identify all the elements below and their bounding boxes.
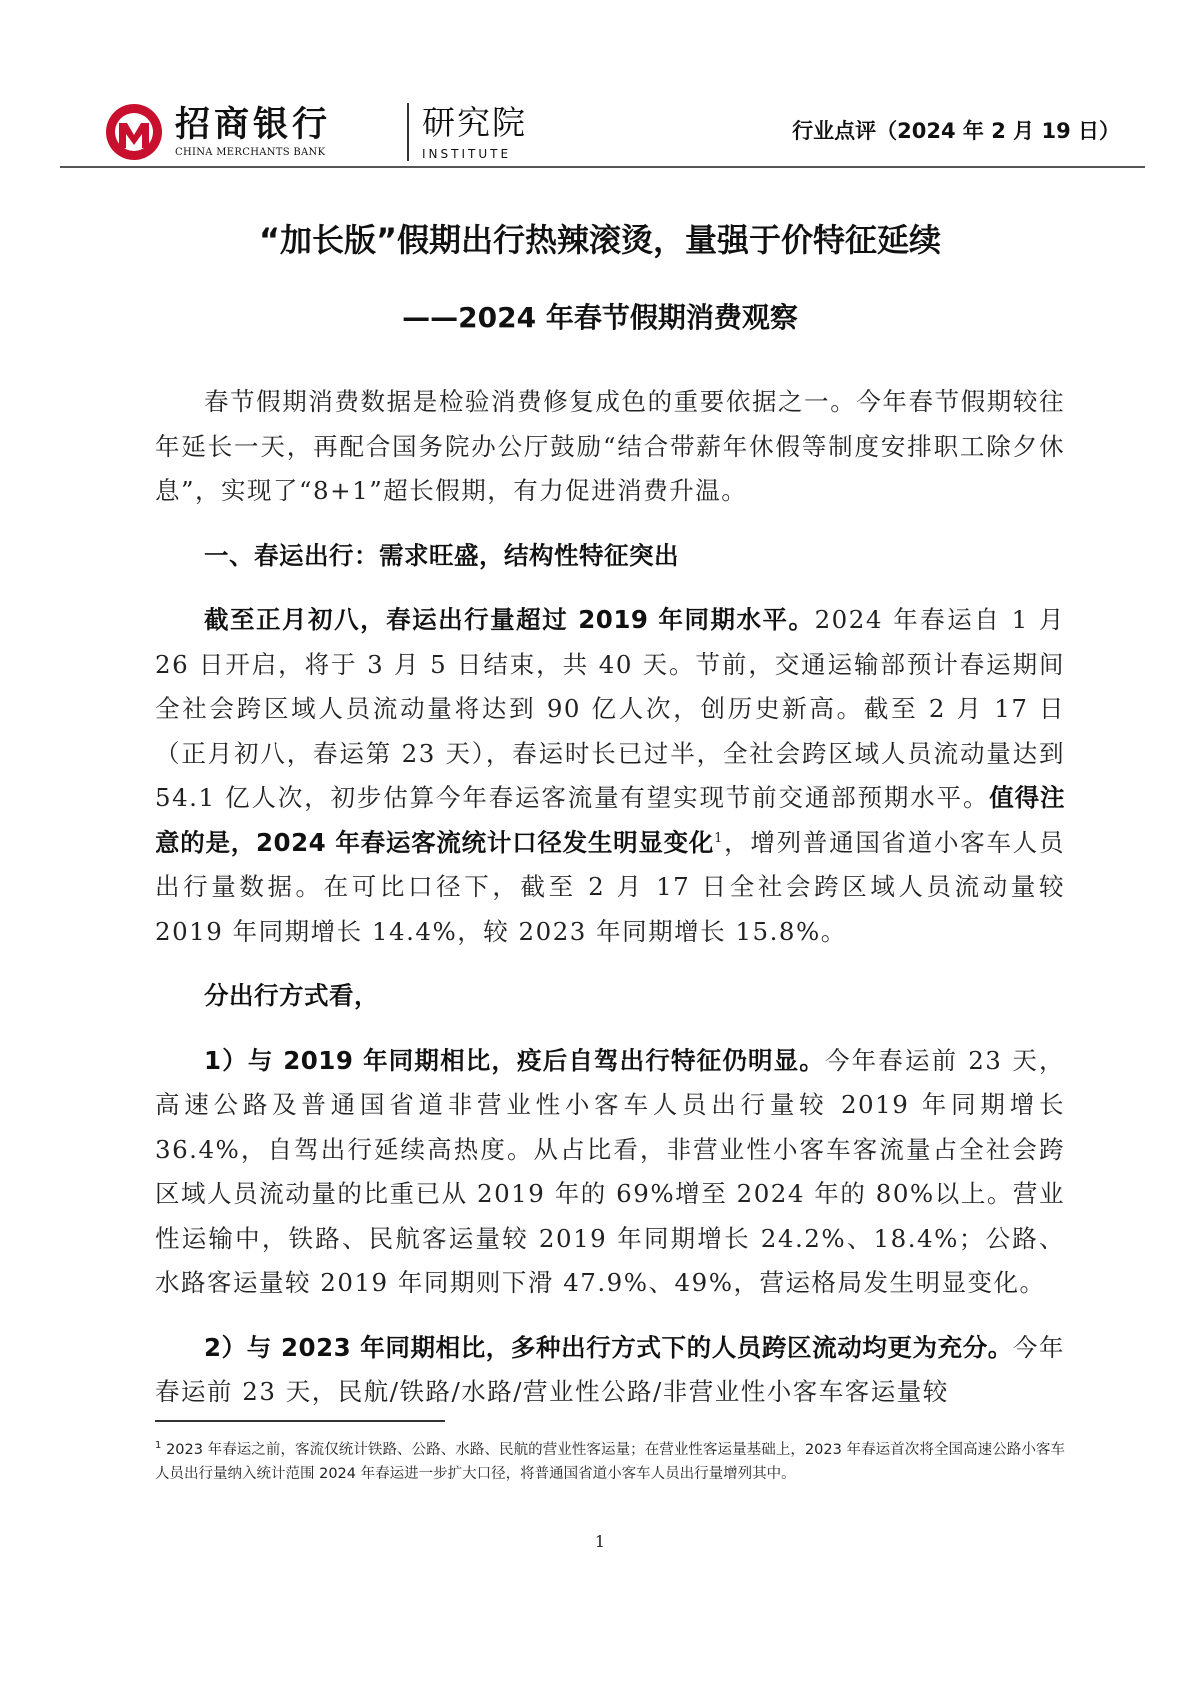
brand-name-en: CHINA MERCHANTS BANK xyxy=(175,147,326,158)
institute-name-cn: 研究院 xyxy=(422,103,527,142)
sub-heading: 分出行方式看， xyxy=(204,981,379,1010)
paragraph-text: 今年春运前 23 天，高速公路及普通国省道非营业性小客车人员出行量较 2019 年同期增长 36.4%，自驾出行延续高热度。从占比看，非营业性小客车客流量占全社会跨区域人员流动量的比重已从 2019 年的 69%增至 2024 年的 80%以上。营业性运输中，铁路、民航客运量较 2019 年同期增长 24.2%、18.4%；公路、水路客运量较 2019 年同期则下滑 47.9%、49%，营运格局发生明显变化。 xyxy=(155,1045,1065,1297)
bank-brand xyxy=(175,105,331,158)
article-body xyxy=(155,380,1065,1435)
section-heading: 一、春运出行：需求旺盛，结构性特征突出 xyxy=(204,540,679,570)
paragraph-lead: 截至正月初八，春运出行量超过 2019 年同期水平。 xyxy=(204,605,815,634)
brand-name-cn: 招商银行 xyxy=(175,105,332,145)
paragraph-lead: 2）与 2023 年同期相比，多种出行方式下的人员跨区流动均更为充分。 xyxy=(204,1332,1013,1362)
china-merchants-bank-logo-icon xyxy=(105,103,163,161)
page-number: 1 xyxy=(594,1532,606,1551)
header-divider xyxy=(60,166,1145,168)
document-type-date: 行业点评（2024 年 2 月 19 日） xyxy=(792,119,1120,143)
paragraph-lead: 1）与 2019 年同期相比，疫后自驾出行特征仍明显。 xyxy=(204,1045,825,1075)
paragraph-vs-2023 xyxy=(155,1326,1065,1415)
paragraph-spring-travel xyxy=(155,598,1065,954)
footnote-divider xyxy=(155,1420,445,1422)
page-subtitle: ——2024 年春节假期消费观察 xyxy=(402,301,798,334)
paragraph-text: ，增列普通国省道小客车人员出行量数据。在可比口径下，截至 2 月 17 日全社会跨区域人员流动量较 2019 年同期增长 14.4%，较 2023 年同期增长 15.8%。 xyxy=(155,827,1066,946)
page-header xyxy=(60,95,1145,170)
footnote-reference[interactable]: 1 xyxy=(714,830,724,846)
institute-brand xyxy=(422,103,527,161)
paragraph-text: 今年春运前 23 天，民航/铁路/水路/营业性公路/非营业性小客车客运量较 xyxy=(155,1332,1066,1406)
paragraph-vs-2019 xyxy=(155,1039,1065,1306)
footnote-text: 2023 年春运之前，客流仅统计铁路、公路、水路、民航的营业性客运量；在营业性客运量基础上，2023 年春运首次将全国高速公路小客车人员出行量纳入统计范围 2024 年春运进一步扩大口径，将普通国省道小客车人员出行量增列其中。 xyxy=(155,1442,1065,1482)
brand-divider xyxy=(407,103,409,161)
paragraph-text: 2024 年春运自 1 月 26 日开启，将于 3 月 5 日结束，共 40 天。节前，交通运输部预计春运期间全社会跨区域人员流动量将达到 90 亿人次，创历史新高。截至 2 月 17 日（正月初八，春运第 23 天），春运时长已过半，全社会跨区域人员流动量达到 54.1 亿人次，初步估算今年春运客流量有望实现节前交通部预期水平。 xyxy=(155,605,1065,812)
page-title: “加长版”假期出行热辣滚烫，量强于价特征延续 xyxy=(258,221,942,259)
footnote-marker: 1 xyxy=(155,1440,162,1452)
footnote xyxy=(155,1438,1065,1486)
intro-paragraph: 春节假期消费数据是检验消费修复成色的重要依据之一。今年春节假期较往年延长一天，再配合国务院办公厅鼓励“结合带薪年休假等制度安排职工除夕休息”，实现了“8+1”超长假期，有力促进消费升温。 xyxy=(155,387,1065,505)
paragraph-emphasis: 值得注意的是，2024 年春运客流统计口径发生明显变化 xyxy=(155,783,1065,857)
institute-name-en: INSTITUTE xyxy=(422,147,512,161)
